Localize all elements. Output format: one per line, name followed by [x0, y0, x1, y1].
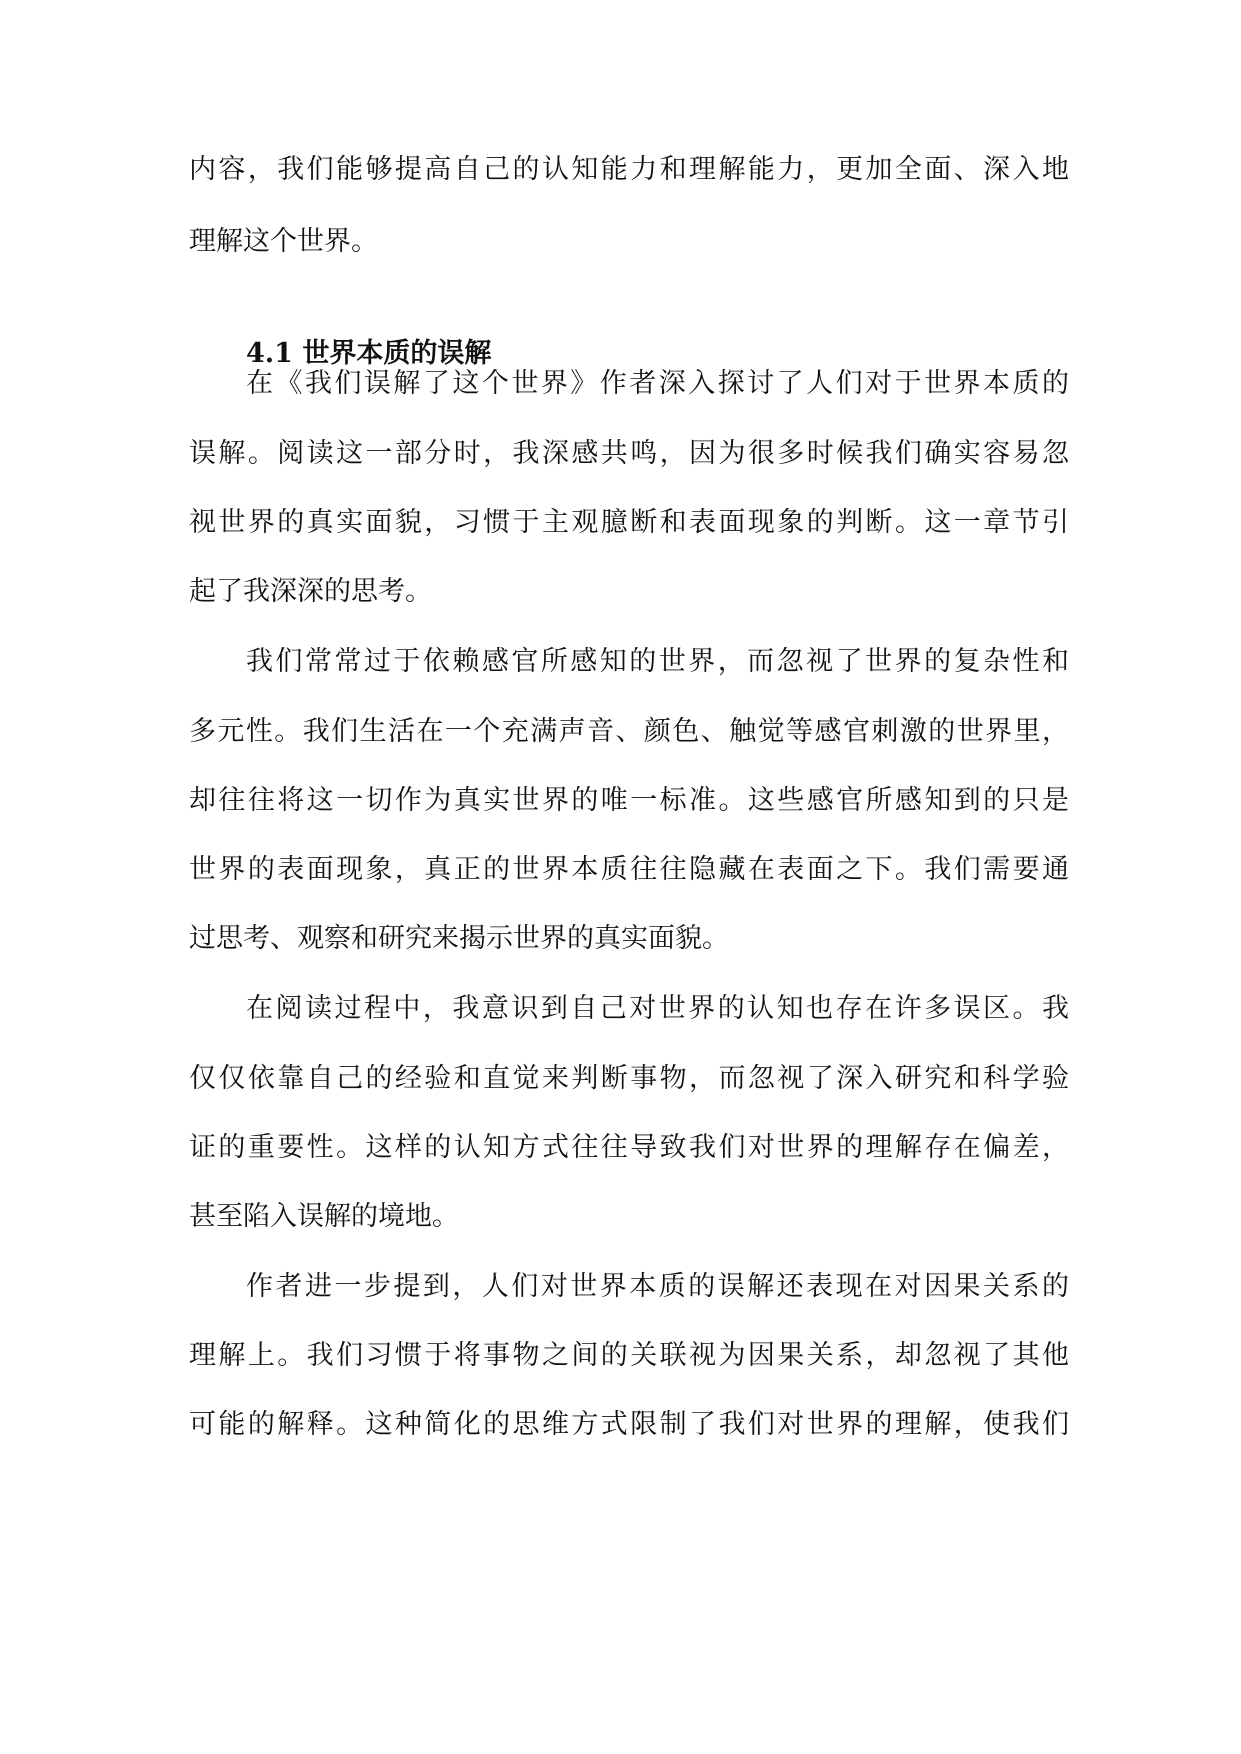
paragraph-3-line-2: 仅仅依靠自己的经验和直觉来判断事物，而忽视了深入研究和科学验	[189, 1063, 1069, 1094]
paragraph-4-line-1: 作者进一步提到，人们对世界本质的误解还表现在对因果关系的	[246, 1271, 1069, 1302]
paragraph-2-line-5: 过思考、观察和研究来揭示世界的真实面貌。	[189, 923, 729, 954]
intro-line-1: 内容，我们能够提高自己的认知能力和理解能力，更加全面、深入地	[189, 154, 1069, 185]
paragraph-2-line-1: 我们常常过于依赖感官所感知的世界，而忽视了世界的复杂性和	[246, 646, 1069, 677]
paragraph-2-line-3: 却往往将这一切作为真实世界的唯一标准。这些感官所感知到的只是	[189, 785, 1069, 816]
paragraph-1-line-1: 在《我们误解了这个世界》作者深入探讨了人们对于世界本质的	[246, 368, 1069, 399]
paragraph-4-line-3: 可能的解释。这种简化的思维方式限制了我们对世界的理解，使我们	[189, 1409, 1069, 1440]
section-heading: 4.1 世界本质的误解	[246, 338, 492, 369]
paragraph-2-line-2: 多元性。我们生活在一个充满声音、颜色、触觉等感官刺激的世界里，	[189, 716, 1069, 747]
paragraph-3-line-3: 证的重要性。这样的认知方式往往导致我们对世界的理解存在偏差，	[189, 1132, 1069, 1163]
paragraph-1-line-2: 误解。阅读这一部分时，我深感共鸣，因为很多时候我们确实容易忽	[189, 438, 1069, 469]
paragraph-1-line-4: 起了我深深的思考。	[189, 576, 432, 607]
paragraph-2-line-4: 世界的表面现象，真正的世界本质往往隐藏在表面之下。我们需要通	[189, 854, 1069, 885]
intro-line-2: 理解这个世界。	[189, 226, 378, 257]
paragraph-3-line-1: 在阅读过程中，我意识到自己对世界的认知也存在许多误区。我	[246, 993, 1069, 1024]
paragraph-3-line-4: 甚至陷入误解的境地。	[189, 1201, 459, 1232]
paragraph-4-line-2: 理解上。我们习惯于将事物之间的关联视为因果关系，却忽视了其他	[189, 1340, 1069, 1371]
paragraph-1-line-3: 视世界的真实面貌，习惯于主观臆断和表面现象的判断。这一章节引	[189, 507, 1069, 538]
